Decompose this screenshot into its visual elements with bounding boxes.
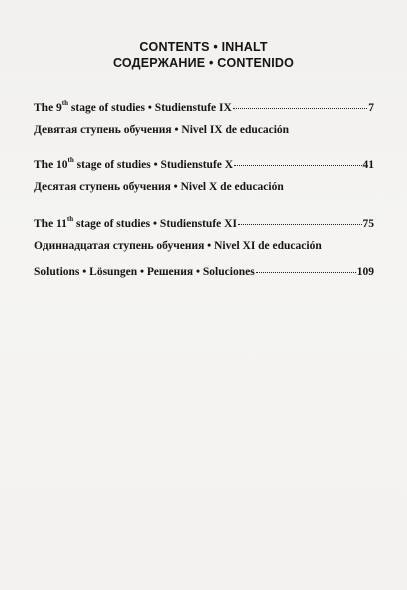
toc-page-number: 109: [356, 266, 374, 278]
toc-page-number: 41: [362, 159, 374, 171]
dot-leader: [233, 108, 367, 109]
toc-entry-title: Solutions • Lösungen • Решения • Soluciones: [34, 266, 255, 278]
toc-entry-line: [34, 156, 374, 175]
toc-entry-subtitle: Девятая ступень обучения • Nivel IX de educación: [34, 124, 290, 136]
toc-entry-subtitle: Десятая ступень обучения • Nivel X de educación: [34, 181, 284, 193]
toc-entry-subtitle: Одиннадцатая ступень обучения • Nivel XI de educación: [34, 240, 322, 252]
toc-entry-line: [34, 266, 374, 282]
contents-heading-ru-es: СОДЕРЖАНИЕ • CONTENIDO: [112, 56, 295, 70]
contents-heading: CONTENTS • INHALT: [139, 40, 268, 54]
toc-entry-title: The 10th stage of studies • Studienstufe X: [34, 156, 234, 171]
toc-page-number: 75: [362, 218, 374, 230]
toc-entry-stage-9: [34, 99, 374, 140]
dot-leader: [256, 272, 356, 273]
toc-entry-title: The 9th stage of studies • Studienstufe IX: [34, 99, 232, 114]
toc-page-number: 7: [368, 102, 374, 114]
toc-entry-stage-11: [34, 215, 374, 256]
toc-entry-title: The 11th stage of studies • Studienstufe XI: [34, 215, 237, 230]
toc-entry-line: [34, 215, 374, 234]
toc-entry-line: [34, 99, 374, 118]
dot-leader: [238, 224, 362, 225]
dot-leader: [234, 165, 361, 166]
toc-entry-stage-10: [34, 156, 374, 197]
toc-entry-solutions: [34, 266, 374, 282]
